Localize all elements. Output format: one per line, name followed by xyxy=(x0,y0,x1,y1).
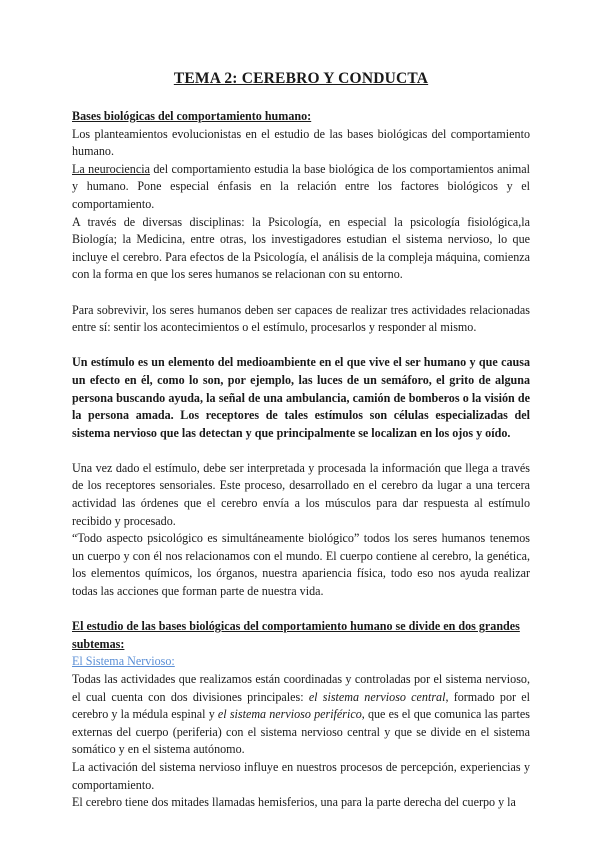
paragraph-neurociencia xyxy=(72,161,530,214)
divisiones-text-a: Todas las actividades que realizamos están coordinadas y controladas por el sistema nervioso, el cual cuenta con dos divisiones principales: xyxy=(72,672,530,704)
divisiones-text-c: , que es el que comunica las partes externas del cuerpo (periferia) con el sistema nervioso central y que se divide en el sistema somático y en el sistema autónomo. xyxy=(72,707,530,757)
divisiones-text-b: , formado por el cerebro y la médula espinal y xyxy=(72,689,530,722)
subheading-sistema-nervioso: El Sistema Nervioso: xyxy=(72,654,175,669)
paragraph-estimulo: Un estímulo es un elemento del medioambiente en el que vive el ser humano y que causa un efecto en él, como lo son, por ejemplo, las luces de un semáforo, el grito de alguna persona buscando ayuda, la señal de una ambulancia, camión de bomberos o la visión de la persona amada. Los receptores de tales estímulos son células especializadas del sistema nervioso que las detectan y que principalmente se localizan en los ojos y oído. xyxy=(72,355,530,440)
document-page xyxy=(72,70,530,812)
paragraph-cita: “Todo aspecto psicológico es simultáneamente biológico” todos los seres humanos tenemos un cuerpo y con él nos relacionamos con el mundo. El cuerpo contiene al cerebro, la genética, los elementos químicos, los órganos, nuestra apariencia física, todo eso nos ayuda realizar todas las acciones que forman parte de nuestra vida. xyxy=(72,531,530,599)
paragraph-disciplinas: A través de diversas disciplinas: la Psicología, en especial la psicología fisiológica,la Biología; la Medicina, entre otras, los investigadores estudian el sistema nervioso, lo que incluye el cerebro. Para efectos de la Psicología, el análisis de la compleja máquina, comienza con la forma en que los seres humanos se relacionan con su entorno. xyxy=(72,214,530,282)
section-heading-bases: Bases biológicas del comportamiento humano: xyxy=(72,109,312,123)
paragraph-sobrevivir: Para sobrevivir, los seres humanos deben ser capaces de realizar tres actividades relacionadas entre sí: sentir los acontecimientos o el estímulo, procesarlos y responder al mismo. xyxy=(72,302,530,335)
paragraph-interpretacion: Una vez dado el estímulo, debe ser interpretada y procesada la información que llega a través de los receptores sensoriales. Este proceso, desarrollado en el cerebro da lugar a una tercera actividad las órdenes que el cerebro envía a los músculos para dar respuesta al estímulo recibido y procesado. xyxy=(72,460,530,528)
snp-term: el sistema nervioso periférico xyxy=(217,707,362,722)
section-heading-subtemas: El estudio de las bases biológicas del comportamiento humano se divide en dos grandes subtemas: xyxy=(72,619,520,651)
paragraph-planteamientos: Los planteamientos evolucionistas en el estudio de las bases biológicas del comportamiento humano. xyxy=(72,126,530,159)
page-title: TEMA 2: CEREBRO Y CONDUCTA xyxy=(173,70,429,87)
snc-term: el sistema nervioso central xyxy=(308,689,446,704)
paragraph-activacion: La activación del sistema nervioso influye en nuestros procesos de percepción, experiencias y comportamiento. xyxy=(72,759,530,792)
paragraph-hemisferios: El cerebro tiene dos mitades llamadas hemisferios, una para la parte derecha del cuerpo y la xyxy=(72,795,516,810)
neurociencia-term: La neurociencia xyxy=(72,161,150,176)
neurociencia-text: del comportamiento estudia la base biológica de los comportamientos animal y humano. Pone especial énfasis en la relación entre los factores biológicos y el comportamiento. xyxy=(72,161,530,211)
paragraph-divisiones xyxy=(72,671,530,759)
